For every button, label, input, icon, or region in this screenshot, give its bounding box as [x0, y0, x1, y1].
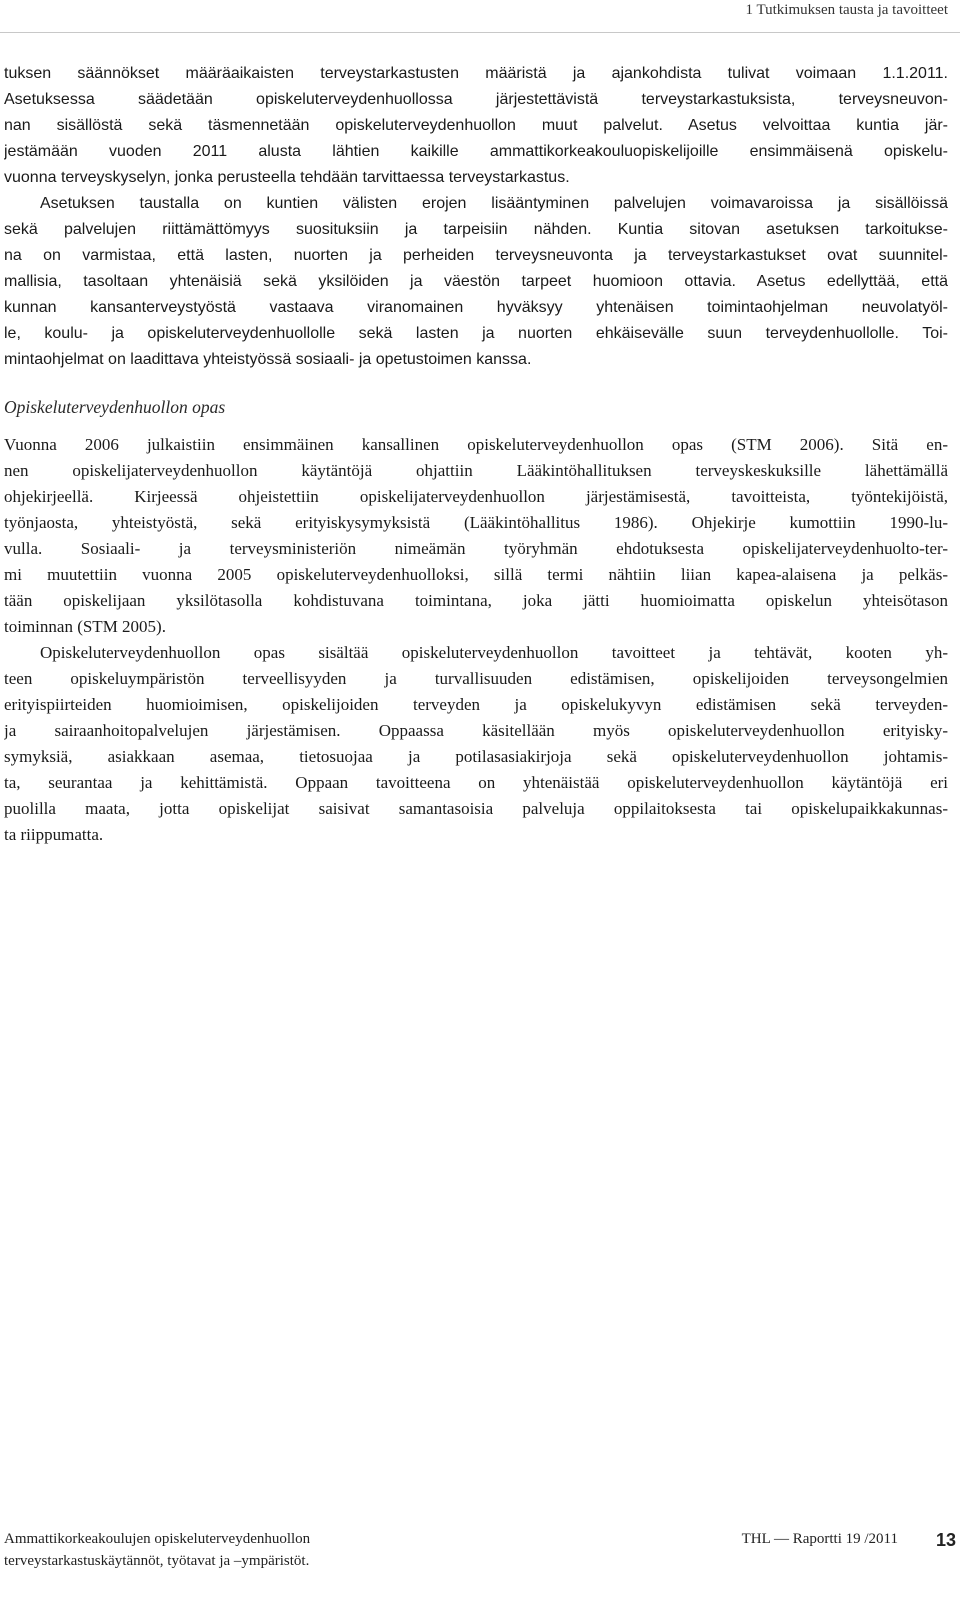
- text-line: vulla. Sosiaali- ja terveysministeriön nimeämän työryhmän ehdotuksesta opiskelijaterveydenhuolto-ter-: [4, 539, 948, 558]
- text-line: mintaohjelmat on laadittava yhteistyössä sosiaali- ja opetustoimen kanssa.: [4, 351, 532, 368]
- text-line: vuonna terveyskyselyn, jonka perusteella tehdään tarvittaessa terveystarkastus.: [4, 169, 570, 186]
- paragraph-asetus-2: [4, 191, 948, 373]
- text-line: nen opiskelijaterveydenhuollon käytäntöjä ohjattiin Lääkintöhallituksen terveyskeskuksille lähettämällä: [4, 461, 948, 480]
- text-line: Asetuksessa säädetään opiskeluterveydenhuollossa järjestettävistä terveystarkastuksista, terveysneuvon-: [4, 91, 948, 108]
- body-text: [4, 61, 948, 848]
- page-number: 13: [935, 1530, 956, 1550]
- section-heading: Opiskeluterveydenhuollon opas: [4, 397, 226, 417]
- text-line: ja sairaanhoitopalvelujen järjestämisen. Oppaassa käsitellään myös opiskeluterveydenhuollon erityisky-: [4, 721, 948, 740]
- text-line: kunnan kansanterveystyöstä vastaava viranomainen hyväksyy yhtenäisen toimintaohjelman neuvolatyöl-: [4, 299, 948, 316]
- running-header: 1 Tutkimuksen tausta ja tavoitteet: [745, 2, 948, 18]
- text-line: le, koulu- ja opiskeluterveydenhuollolle sekä lasten ja nuorten ehkäisevälle suun terveydenhuollolle. Toi-: [4, 325, 948, 342]
- text-line: ta riippumatta.: [4, 825, 104, 844]
- text-line: työnjaosta, yhteistyöstä, sekä erityiskysymyksistä (Lääkintöhallitus 1986). Ohjekirje kumottiin 1990-lu-: [4, 513, 948, 532]
- text-line: teen opiskeluympäristön terveellisyyden ja turvallisuuden edistämisen, opiskelijoiden terveysongelmien: [4, 669, 948, 688]
- paragraph-opas-2: [4, 640, 948, 848]
- paragraph-asetus-1: [4, 61, 948, 191]
- header-divider: [0, 32, 960, 33]
- text-line: sekä palvelujen riittämättömyys suosituksiin ja tarpeisiin nähden. Kuntia sitovan asetuksen tarkoitukse-: [4, 221, 948, 238]
- publication-title-line: Ammattikorkeakoulujen opiskeluterveydenhuollon: [4, 1531, 311, 1547]
- text-line: tuksen säännökset määräaikaisten terveystarkastusten määristä ja ajankohdista tulivat voimaan 1.1.2011.: [4, 65, 948, 82]
- publication-title-line: terveystarkastuskäytännöt, työtavat ja –ympäristöt.: [4, 1553, 310, 1569]
- text-line: mallisia, tasoltaan yhtenäisiä sekä yksilöiden ja väestön tarpeet huomioon ottavia. Asetus edellyttää, että: [4, 273, 948, 290]
- text-line: Vuonna 2006 julkaistiin ensimmäinen kansallinen opiskeluterveydenhuollon opas (STM 2006). Sitä en-: [4, 435, 948, 454]
- text-line: nan sisällöstä sekä täsmennetään opiskeluterveydenhuollon muut palvelut. Asetus velvoittaa kuntia jär-: [4, 117, 948, 134]
- text-line: symyksiä, asiakkaan asemaa, tietosuojaa ja potilasasiakirjoja sekä opiskeluterveydenhuollon johtamis-: [4, 747, 948, 766]
- text-line: ta, seurantaa ja kehittämistä. Oppaan tavoitteena on yhtenäistää opiskeluterveydenhuollon käytäntöjä eri: [4, 773, 948, 792]
- text-line: ohjekirjeellä. Kirjeessä ohjeistettiin opiskelijaterveydenhuollon järjestämisestä, tavoitteista, työntekijöistä,: [4, 487, 948, 506]
- report-label: THL — Raportti 19 /2011: [741, 1531, 898, 1547]
- text-line: puolilla maata, jotta opiskelijat saisivat samantasoisia palveluja oppilaitoksesta tai opiskelupaikkakunnas-: [4, 799, 948, 818]
- text-line: na on varmistaa, että lasten, nuorten ja perheiden terveysneuvonta ja terveystarkastukset ovat suunnitel-: [4, 247, 948, 264]
- text-line: tään opiskelijaan yksilötasolla kohdistuvana toimintana, joka jätti huomioimatta opiskelun yhteisötason: [4, 591, 948, 610]
- text-line: Opiskeluterveydenhuollon opas sisältää opiskeluterveydenhuollon tavoitteet ja tehtävät, kooten yh-: [40, 643, 948, 662]
- text-line: mi muutettiin vuonna 2005 opiskeluterveydenhuolloksi, sillä termi nähtiin liian kapea-alaisena ja pelkäs-: [4, 565, 948, 584]
- text-line: erityispiirteiden huomioimisen, opiskelijoiden terveyden ja opiskelukyvyn edistämisen sekä terveyden-: [4, 695, 948, 714]
- text-line: toiminnan (STM 2005).: [4, 617, 166, 636]
- text-line: jestämään vuoden 2011 alusta lähtien kaikille ammattikorkeakouluopiskelijoille ensimmäisenä opiskelu-: [4, 143, 948, 160]
- publication-title: [4, 1528, 310, 1572]
- text-line: Asetuksen taustalla on kuntien välisten erojen lisääntyminen palvelujen voimavaroissa ja sisällöissä: [40, 195, 948, 212]
- paragraph-opas-1: [4, 432, 948, 640]
